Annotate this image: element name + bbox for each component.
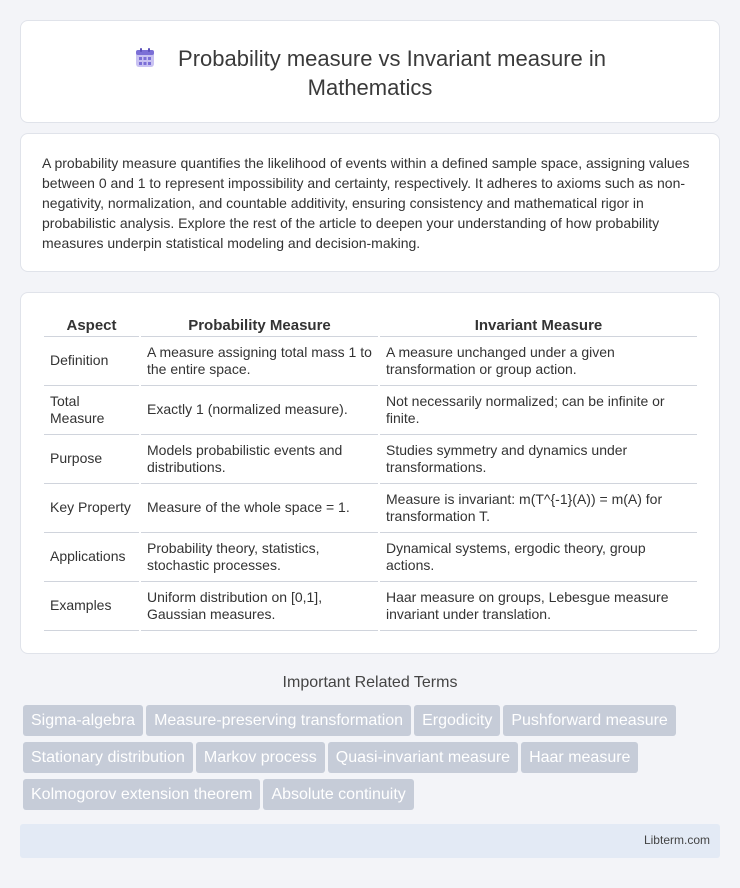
row-invariant-cell: A measure unchanged under a given transformation or group action. (380, 337, 697, 386)
table-row (44, 386, 697, 435)
tag-sigma-algebra[interactable]: Sigma-algebra (23, 705, 143, 736)
row-aspect: Total Measure (44, 386, 139, 435)
header-invariant-measure: Invariant Measure (380, 315, 697, 337)
comparison-table (42, 315, 699, 631)
related-terms-heading: Important Related Terms (282, 674, 458, 691)
intro-paragraph: A probability measure quantifies the likelihood of events within a defined sample space, assigning values between 0 and 1 to represent impossibility and certainty, respectively. It adheres to axioms such as non-negativity, normalization, and countable additivity, ensuring consistency and mathematical rigor in probabilistic analysis. Explore the rest of the article to deepen your understanding of how probability measures underpin statistical modeling and decision-making. (42, 155, 690, 251)
row-aspect: Key Property (44, 484, 139, 533)
row-aspect: Examples (44, 582, 139, 631)
tag-ergodicity[interactable]: Ergodicity (414, 705, 500, 736)
row-invariant-cell: Studies symmetry and dynamics under transformations. (380, 435, 697, 484)
table-header-row (44, 315, 697, 337)
row-invariant-cell: Measure is invariant: m(T^{-1}(A)) = m(A) for transformation T. (380, 484, 697, 533)
row-probability-cell: Exactly 1 (normalized measure). (141, 386, 378, 435)
row-aspect: Definition (44, 337, 139, 386)
row-probability-cell: Probability theory, statistics, stochastic processes. (141, 533, 378, 582)
title-card (20, 20, 720, 123)
page-title (81, 44, 659, 102)
intro-card (20, 133, 720, 272)
row-probability-cell: Measure of the whole space = 1. (141, 484, 378, 533)
table-row (44, 582, 697, 631)
table-row (44, 337, 697, 386)
tag-kolmogorov-extension-theorem[interactable]: Kolmogorov extension theorem (23, 779, 260, 810)
page-title-text: Probability measure vs Invariant measure in Mathematics (178, 46, 606, 100)
tag-stationary-distribution[interactable]: Stationary distribution (23, 742, 193, 773)
row-invariant-cell: Not necessarily normalized; can be infinite or finite. (380, 386, 697, 435)
row-probability-cell: A measure assigning total mass 1 to the entire space. (141, 337, 378, 386)
tag-quasi-invariant-measure[interactable]: Quasi-invariant measure (328, 742, 518, 773)
row-aspect: Purpose (44, 435, 139, 484)
tag-markov-process[interactable]: Markov process (196, 742, 325, 773)
comparison-card (20, 292, 720, 654)
row-probability-cell: Uniform distribution on [0,1], Gaussian measures. (141, 582, 378, 631)
tag-haar-measure[interactable]: Haar measure (521, 742, 638, 773)
tag-pushforward-measure[interactable]: Pushforward measure (503, 705, 676, 736)
header-aspect: Aspect (44, 315, 139, 337)
row-invariant-cell: Haar measure on groups, Lebesgue measure invariant under translation. (380, 582, 697, 631)
header-probability-measure: Probability Measure (141, 315, 378, 337)
row-aspect: Applications (44, 533, 139, 582)
tag-absolute-continuity[interactable]: Absolute continuity (263, 779, 413, 810)
table-row (44, 435, 697, 484)
table-row (44, 533, 697, 582)
related-terms-list (23, 705, 713, 816)
footer (20, 824, 720, 858)
row-probability-cell: Models probabilistic events and distributions. (141, 435, 378, 484)
table-row (44, 484, 697, 533)
tag-measure-preserving-transformation[interactable]: Measure-preserving transformation (146, 705, 411, 736)
footer-brand[interactable]: Libterm.com (643, 833, 710, 847)
calendar-icon (134, 47, 156, 69)
row-invariant-cell: Dynamical systems, ergodic theory, group actions. (380, 533, 697, 582)
